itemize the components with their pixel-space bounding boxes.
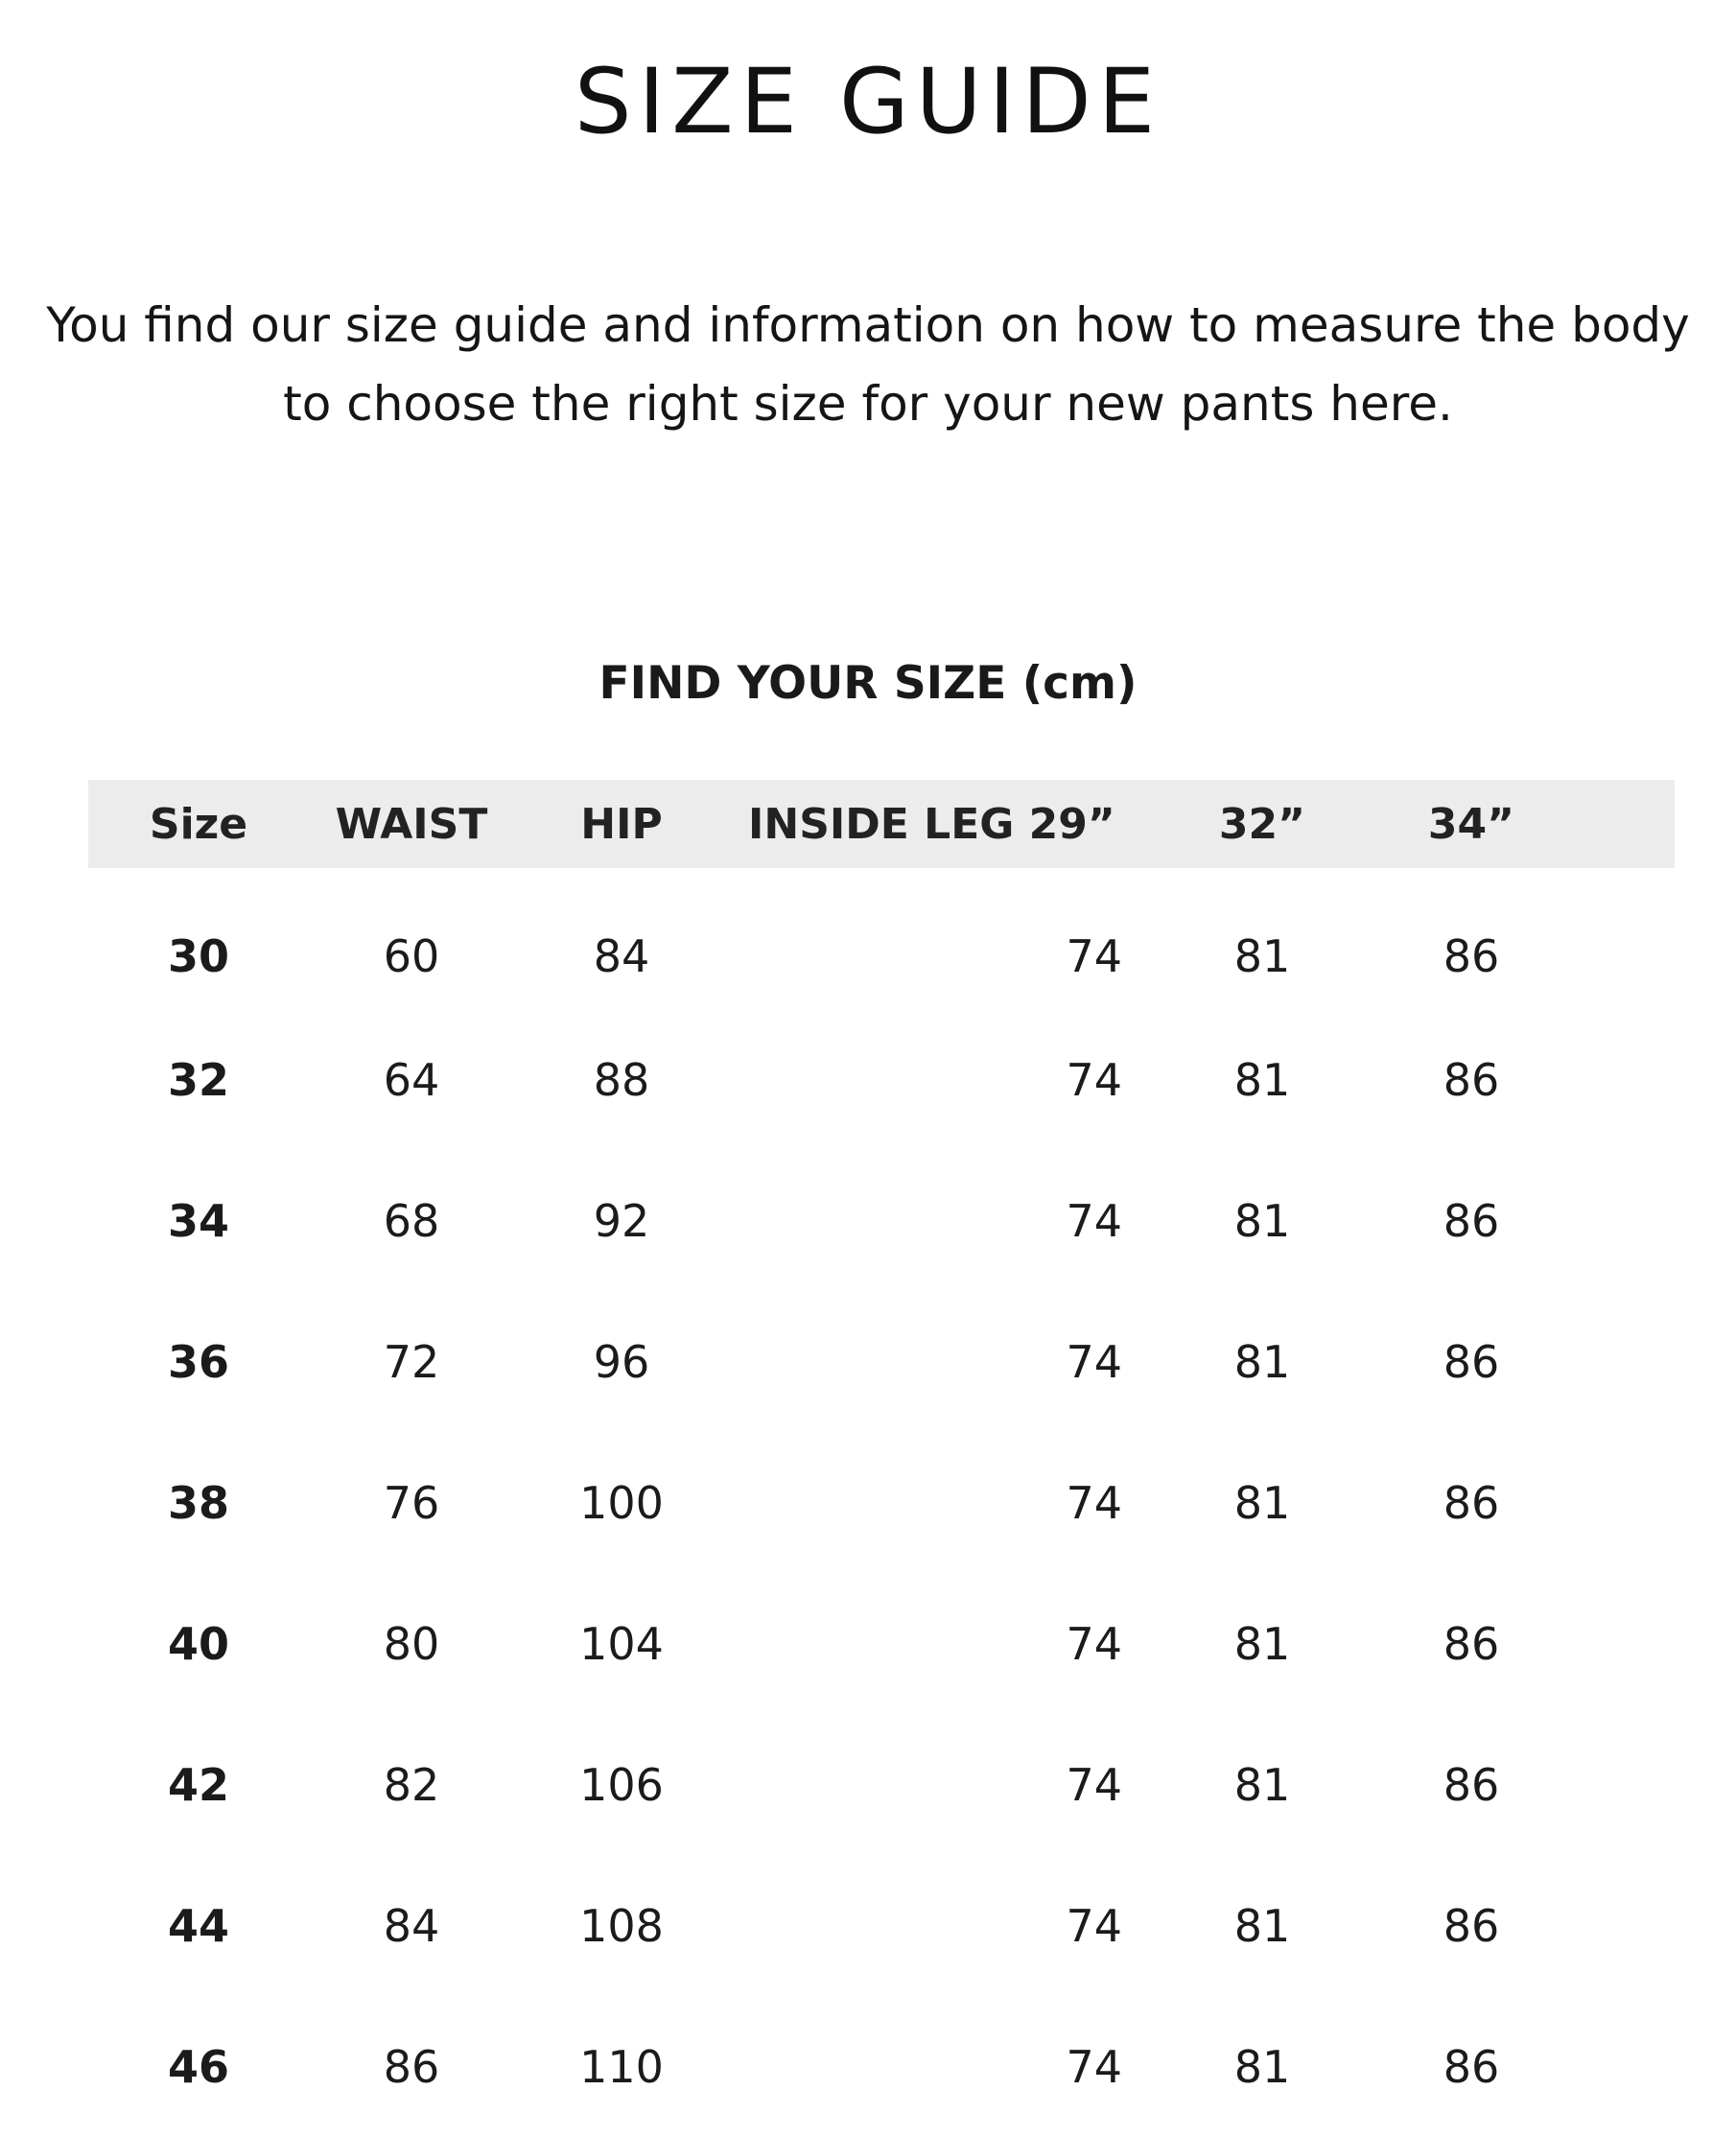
intro-text: You find our size guide and information on how to measure the body to choose the right size for your new pants here. [46, 297, 1690, 432]
cell-leg-29: 74 [1066, 929, 1122, 982]
cell-leg-29: 74 [1066, 1335, 1122, 1388]
cell-leg-32: 81 [1233, 1758, 1291, 1811]
cell-waist: 86 [383, 2040, 440, 2093]
cell-leg-32: 81 [1233, 1053, 1291, 1106]
cell-leg-32: 81 [1233, 1476, 1291, 1529]
cell-leg-34: 86 [1443, 929, 1500, 982]
cell-leg-29: 74 [1066, 1617, 1122, 1670]
cell-size: 42 [167, 1758, 229, 1811]
cell-waist: 60 [383, 929, 440, 982]
cell-waist: 72 [383, 1335, 440, 1388]
table-row [88, 1009, 1675, 1150]
table-row [88, 1432, 1675, 1573]
size-table-title: FIND YOUR SIZE (cm) [598, 657, 1138, 710]
cell-leg-32: 81 [1233, 1194, 1291, 1247]
cell-spacer [1579, 1432, 1675, 1573]
table-row [88, 1714, 1675, 1855]
cell-leg-34: 86 [1443, 1899, 1500, 1952]
cell-waist: 80 [383, 1617, 440, 1670]
cell-leg-34: 86 [1443, 1194, 1500, 1247]
cell-size: 38 [167, 1476, 229, 1529]
cell-size: 44 [167, 1899, 229, 1952]
cell-spacer [1579, 1714, 1675, 1855]
table-row [88, 868, 1675, 1009]
header-leg-32: 32” [1218, 799, 1306, 849]
cell-leg-34: 86 [1443, 1335, 1500, 1388]
header-spacer [1579, 780, 1675, 868]
size-table [88, 780, 1675, 2137]
cell-leg-34: 86 [1443, 1053, 1500, 1106]
cell-hip: 84 [593, 929, 650, 982]
cell-size: 32 [167, 1053, 229, 1106]
cell-size: 30 [167, 929, 229, 982]
cell-spacer [1579, 1150, 1675, 1291]
cell-hip: 110 [579, 2040, 664, 2093]
cell-hip: 100 [579, 1476, 664, 1529]
cell-spacer [1579, 1573, 1675, 1714]
cell-leg-29: 74 [1066, 1053, 1122, 1106]
cell-leg-29: 74 [1066, 1476, 1122, 1529]
cell-hip: 104 [579, 1617, 664, 1670]
header-waist: WAIST [335, 799, 488, 849]
cell-size: 46 [167, 2040, 229, 2093]
cell-waist: 84 [383, 1899, 440, 1952]
cell-hip: 106 [579, 1758, 664, 1811]
cell-spacer [1579, 1996, 1675, 2137]
cell-leg-34: 86 [1443, 1617, 1500, 1670]
cell-hip: 92 [593, 1194, 650, 1247]
cell-hip: 108 [579, 1899, 664, 1952]
cell-spacer [1579, 1291, 1675, 1432]
cell-hip: 88 [593, 1053, 650, 1106]
page-title: SIZE GUIDE [574, 50, 1162, 154]
table-row [88, 1855, 1675, 1996]
header-inside-leg-29: INSIDE LEG 29” [748, 799, 1115, 849]
cell-leg-29: 74 [1066, 2040, 1122, 2093]
table-row [88, 1291, 1675, 1432]
cell-leg-32: 81 [1233, 2040, 1291, 2093]
header-size: Size [149, 799, 248, 849]
cell-leg-32: 81 [1233, 1899, 1291, 1952]
cell-waist: 64 [383, 1053, 440, 1106]
cell-leg-34: 86 [1443, 2040, 1500, 2093]
cell-spacer [1579, 1855, 1675, 1996]
cell-spacer [1579, 1009, 1675, 1150]
cell-waist: 68 [383, 1194, 440, 1247]
cell-leg-29: 74 [1066, 1758, 1122, 1811]
table-header-row [88, 780, 1675, 868]
cell-size: 36 [167, 1335, 229, 1388]
cell-leg-32: 81 [1233, 1335, 1291, 1388]
cell-size: 34 [167, 1194, 229, 1247]
cell-leg-34: 86 [1443, 1758, 1500, 1811]
cell-leg-29: 74 [1066, 1899, 1122, 1952]
header-leg-34: 34” [1427, 799, 1515, 849]
cell-spacer [1579, 868, 1675, 1009]
cell-leg-32: 81 [1233, 1617, 1291, 1670]
cell-leg-32: 81 [1233, 929, 1291, 982]
header-hip: HIP [580, 799, 663, 849]
table-row [88, 1573, 1675, 1714]
table-row [88, 1996, 1675, 2137]
cell-leg-29: 74 [1066, 1194, 1122, 1247]
cell-waist: 76 [383, 1476, 440, 1529]
cell-hip: 96 [593, 1335, 650, 1388]
cell-waist: 82 [383, 1758, 440, 1811]
cell-leg-34: 86 [1443, 1476, 1500, 1529]
table-row [88, 1150, 1675, 1291]
cell-size: 40 [167, 1617, 229, 1670]
